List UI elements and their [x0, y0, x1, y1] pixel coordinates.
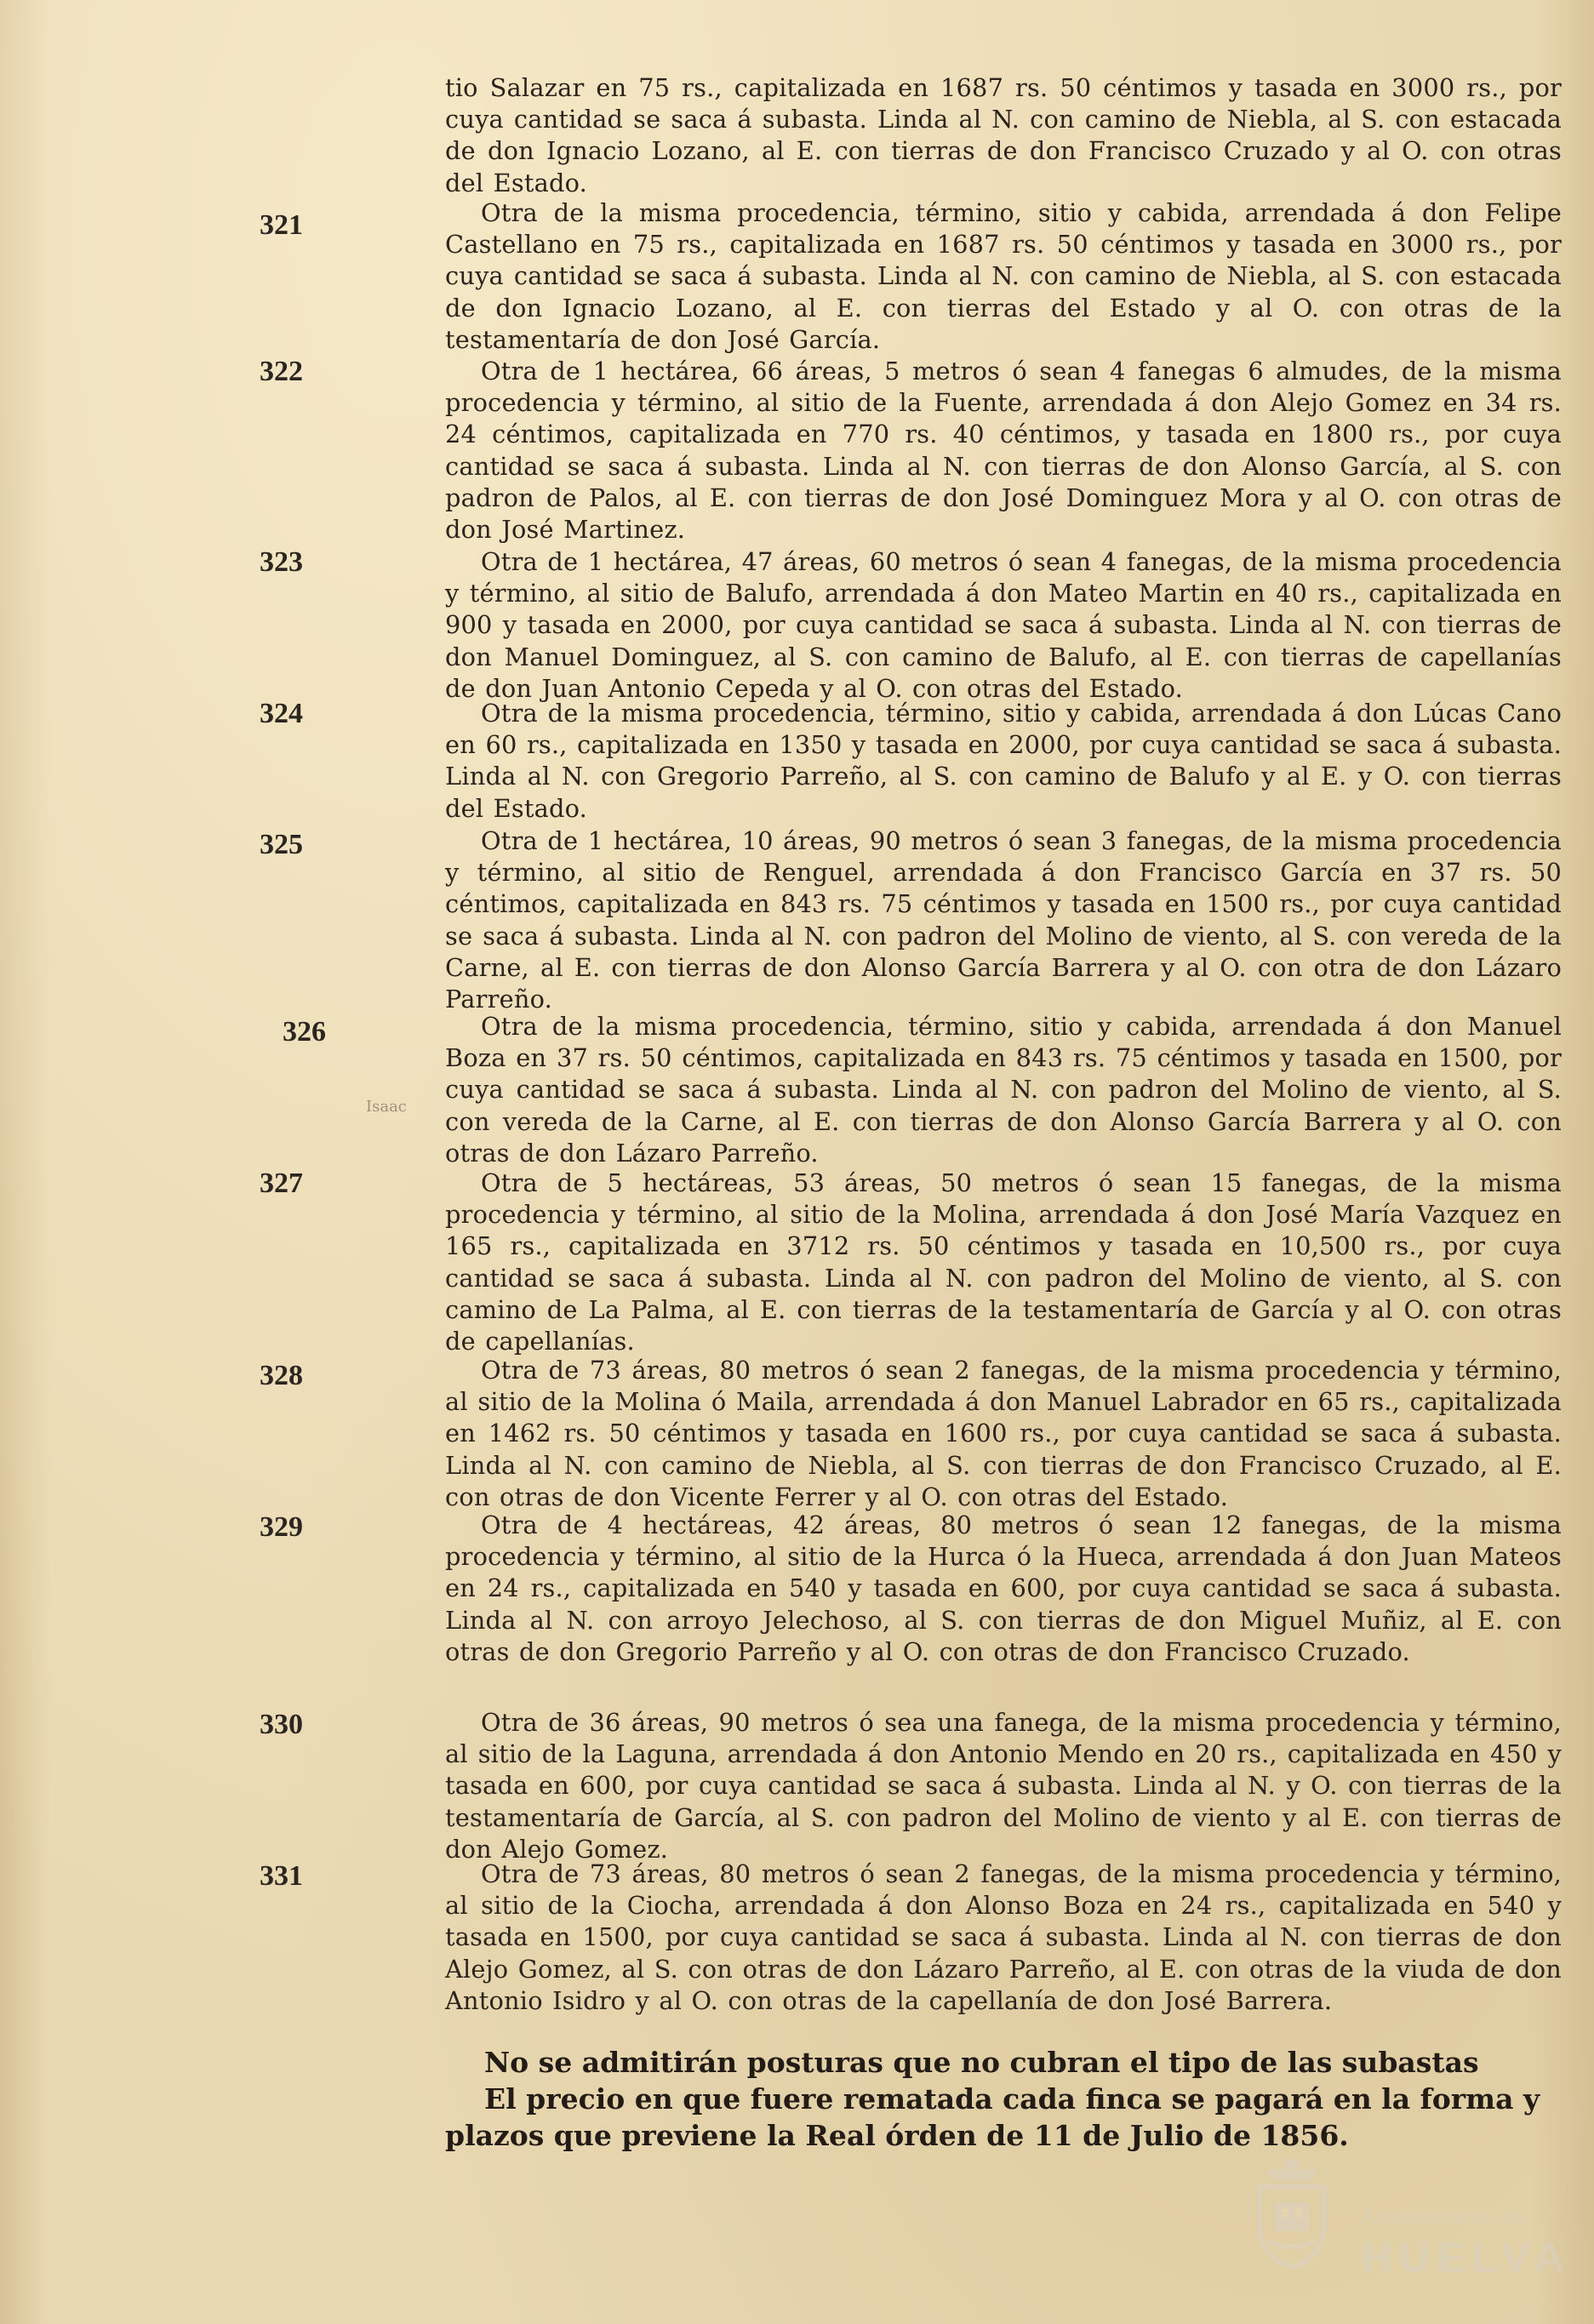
lot-paragraph: Otra de la misma procedencia, término, sitio y cabida, arrendada á don Manuel Boza en 37 rs. 50 céntimos, capitalizada en 843 rs. 75 céntimos y tasada en 1500, por cuya cantidad se saca á subasta. Linda al N. con padron del Molino de viento, al S. con vereda de la Carne, al E. con tierras de don Alonso García Barrera y al O. con otras de don Lázaro Parreño.	[445, 1012, 1562, 1168]
lot-paragraph: Otra de la misma procedencia, término, sitio y cabida, arrendada á don Lúcas Cano en 60 rs., capitalizada en 1350 y tasada en 2000, por cuya cantidad se saca á subasta. Linda al N. con Gregorio Parreño, al S. con camino de Balufo y al E. y O. con tierras del Estado.	[445, 699, 1562, 823]
lot-paragraph: Otra de 4 hectáreas, 42 áreas, 80 metros ó sean 12 fanegas, de la misma procedencia y término, al sitio de la Hurca ó la Hueca, arrendada á don Juan Mateos en 24 rs., capitalizada en 540 y tasada en 600, por cuya cantidad se saca á subasta. Linda al N. con arroyo Jelechoso, al S. con tierras de don Miguel Muñiz, al E. con otras de don Gregorio Parreño y al O. con otras de don Francisco Cruzado.	[445, 1510, 1562, 1666]
lot-number: 326	[283, 1016, 326, 1048]
intro-paragraph: tio Salazar en 75 rs., capitalizada en 1687 rs. 50 céntimos y tasada en 3000 rs., por cuya cantidad se saca á subasta. Linda al N. con camino de Niebla, al S. con estacada de don Ignacio Lozano, al E. con tierras de don Francisco Cruzado y al O. con otras del Estado.	[445, 73, 1562, 197]
lot-paragraph: Otra de 1 hectárea, 66 áreas, 5 metros ó sean 4 fanegas 6 almudes, de la misma procedencia y término, al sitio de la Fuente, arrendada á don Alejo Gomez en 34 rs. 24 céntimos, capitalizada en 770 rs. 40 céntimos, y tasada en 1800 rs., por cuya cantidad se saca á subasta. Linda al N. con tierras de don Alonso García, al S. con padron de Palos, al E. con tierras de don José Dominguez Mora y al O. con otras de don José Martinez.	[445, 357, 1562, 545]
lot-paragraph: Otra de 5 hectáreas, 53 áreas, 50 metros ó sean 15 fanegas, de la misma procedencia y término, al sitio de la Molina, arrendada á don José María Vazquez en 165 rs., capitalizada en 3712 rs. 50 céntimos y tasada en 10,500 rs., por cuya cantidad se saca á subasta. Linda al N. con padron del Molino de viento, al S. con camino de La Palma, al E. con tierras de la testamentaría de García y al O. con otras de capellanías.	[445, 1168, 1562, 1356]
lot-number: 325	[260, 829, 303, 860]
lot-paragraph: Otra de la misma procedencia, término, sitio y cabida, arrendada á don Felipe Castellano en 75 rs., capitalizada en 1687 rs. 50 céntimos y tasada en 3000 rs., por cuya cantidad se saca á subasta. Linda al N. con camino de Niebla, al S. con estacada de don Ignacio Lozano, al E. con tierras del Estado y al O. con otras de la testamentaría de don José García.	[445, 198, 1562, 354]
watermark-line-2: HUELVA	[1362, 2234, 1572, 2281]
lot-paragraph: Otra de 73 áreas, 80 metros ó sean 2 fanegas, de la misma procedencia y término, al sitio de la Ciocha, arrendada á don Alonso Boza en 24 rs., capitalizada en 540 y tasada en 1500, por cuya cantidad se saca á subasta. Linda al N. con tierras de don Alejo Gomez, al S. con otras de don Lázaro Parreño, al E. con otras de la viuda de don Antonio Isidro y al O. con otras de la capellanía de don José Barrera.	[445, 1859, 1562, 2015]
closing-line-1: No se admitirán posturas que no cubran el tipo de las subastas	[484, 2046, 1479, 2079]
lot-number: 328	[260, 1360, 303, 1391]
lot-number: 330	[260, 1709, 303, 1740]
lot-number: 329	[260, 1511, 303, 1543]
lot-number: 322	[260, 356, 303, 387]
margin-note: Isaac	[366, 1098, 407, 1116]
lot-number: 327	[260, 1168, 303, 1199]
lot-number: 321	[260, 209, 303, 241]
coat-of-arms-icon	[1241, 2153, 1343, 2272]
lot-paragraph: Otra de 36 áreas, 90 metros ó sea una fanega, de la misma procedencia y término, al sitio de la Laguna, arrendada á don Antonio Mendo en 20 rs., capitalizada en 450 y tasada en 600, por cuya cantidad se saca á subasta. Linda al N. y O. con tierras de la testamentaría de García, al S. con padron del Molino de viento y al E. con tierras de don Alejo Gomez.	[445, 1708, 1562, 1864]
closing-line-2: El precio en que fuere rematada cada finca se pagará en la forma y plazos que previene la Real órden de 11 de Julio de 1856.	[445, 2082, 1540, 2152]
closing-notes	[445, 2044, 1551, 2154]
lot-number: 331	[260, 1860, 303, 1892]
lot-number: 323	[260, 546, 303, 578]
lot-paragraph: Otra de 1 hectárea, 47 áreas, 60 metros ó sean 4 fanegas, de la misma procedencia y término, al sitio de Balufo, arrendada á don Mateo Martin en 40 rs., capitalizada en 900 y tasada en 2000, por cuya cantidad se saca á subasta. Linda al N. con tierras de don Manuel Dominguez, al S. con camino de Balufo, al E. con tierras de capellanías de don Juan Antonio Cepeda y al O. con otras del Estado.	[445, 547, 1562, 703]
bleed-through-text	[0, 102, 443, 1804]
watermark-line-1: Ayuntamiento de	[1362, 2206, 1528, 2229]
lot-number: 324	[260, 698, 303, 729]
watermark	[1234, 2153, 1572, 2298]
lot-paragraph: Otra de 73 áreas, 80 metros ó sean 2 fanegas, de la misma procedencia y término, al sitio de la Molina ó Maila, arrendada á don Manuel Labrador en 65 rs., capitalizada en 1462 rs. 50 céntimos y tasada en 1600 rs., por cuya cantidad se saca á subasta. Linda al N. con camino de Niebla, al S. con tierras de don Francisco Cruzado, al E. con otras de don Vicente Ferrer y al O. con otras del Estado.	[445, 1356, 1562, 1511]
lot-paragraph: Otra de 1 hectárea, 10 áreas, 90 metros ó sean 3 fanegas, de la misma procedencia y término, al sitio de Renguel, arrendada á don Francisco García en 37 rs. 50 céntimos, capitalizada en 843 rs. 75 céntimos y tasada en 1500 rs., por cuya cantidad se saca á subasta. Linda al N. con padron del Molino de viento, al S. con vereda de la Carne, al E. con tierras de don Alonso García Barrera y al O. con otra de don Lázaro Parreño.	[445, 826, 1562, 1014]
